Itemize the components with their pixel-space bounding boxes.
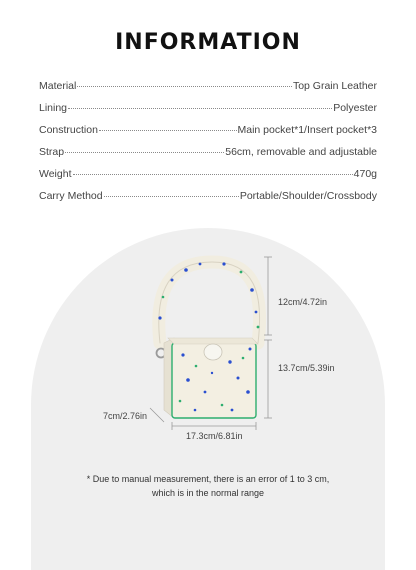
spec-value: Main pocket*1/Insert pocket*3: [237, 124, 377, 136]
spec-label: Carry Method: [39, 190, 103, 202]
spec-value: Polyester: [333, 102, 377, 114]
dimension-body-height: 13.7cm/5.39in: [278, 363, 335, 373]
bag-handle: [159, 262, 260, 343]
dimension-width: 17.3cm/6.81in: [186, 431, 243, 441]
measurement-note: [0, 472, 416, 500]
note-line-2: which is in the normal range: [151, 488, 265, 498]
spec-label: Weight: [39, 168, 72, 180]
spec-label: Construction: [39, 124, 98, 136]
spec-label: Lining: [39, 102, 68, 114]
spec-label: Strap: [39, 146, 65, 158]
note-line-1: * Due to manual measurement, there is an error of 1 to 3 cm,: [86, 474, 330, 484]
bag-clasp: [204, 344, 222, 360]
spec-value: Portable/Shoulder/Crossbody: [239, 190, 377, 202]
dim-line-depth: [150, 408, 164, 422]
spec-value: 56cm, removable and adjustable: [225, 146, 377, 158]
dimension-handle-height: 12cm/4.72in: [278, 297, 328, 307]
page-title: INFORMATION: [115, 30, 301, 55]
spec-label: Material: [39, 80, 77, 92]
spec-value: Top Grain Leather: [292, 80, 377, 92]
dimension-depth: 7cm/2.76in: [103, 411, 148, 421]
spec-value: 470g: [353, 168, 377, 180]
